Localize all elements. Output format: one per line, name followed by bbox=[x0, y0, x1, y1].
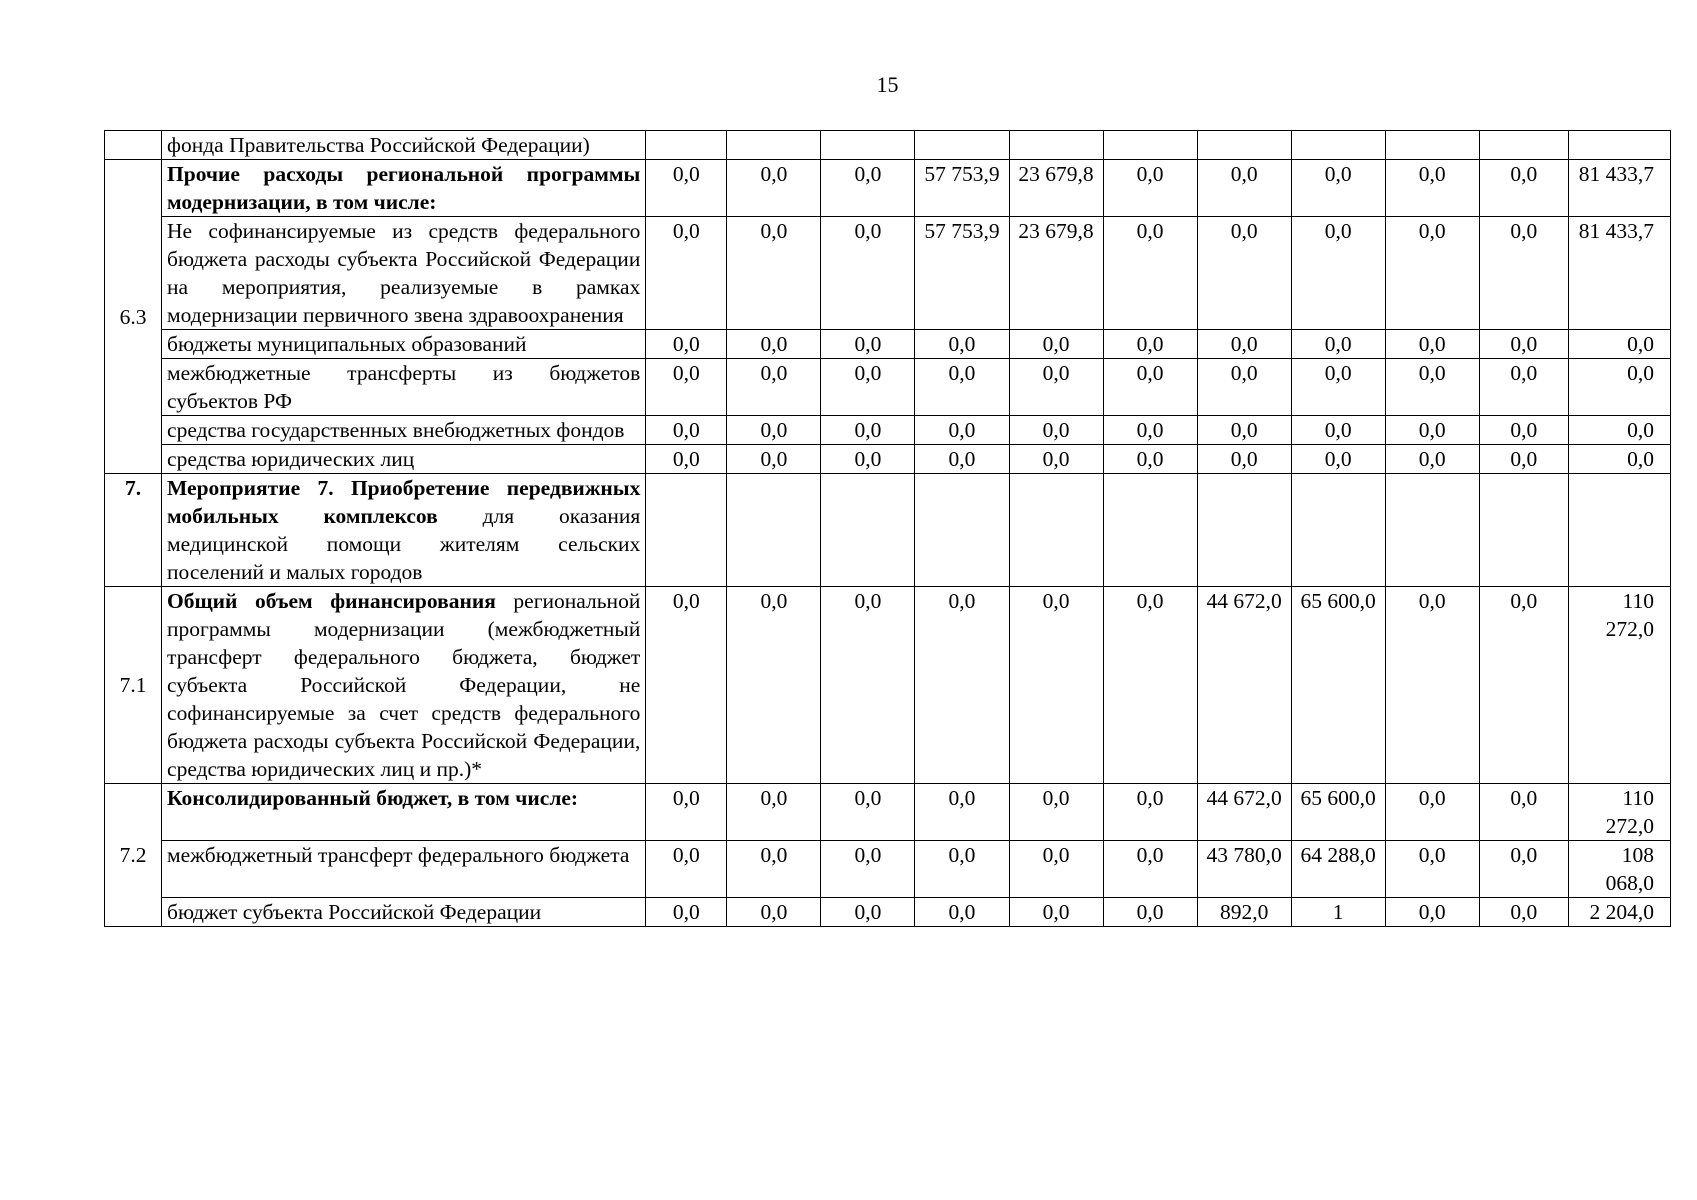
value-cell: 0,0 bbox=[915, 841, 1009, 898]
value-cell: 0,0 bbox=[1568, 445, 1670, 474]
value-cell: 0,0 bbox=[727, 217, 821, 330]
value-cell: 0,0 bbox=[1197, 359, 1291, 416]
value-cell: 0,0 bbox=[915, 784, 1009, 841]
value-cell: 0,0 bbox=[915, 587, 1009, 784]
value-cell: 0,0 bbox=[727, 898, 821, 927]
value-cell: 0,0 bbox=[1009, 898, 1103, 927]
value-cell: 0,0 bbox=[1103, 416, 1197, 445]
value-cell: 0,0 bbox=[1197, 416, 1291, 445]
value-cell bbox=[1197, 474, 1291, 587]
value-cell: 0,0 bbox=[727, 841, 821, 898]
page-number: 15 bbox=[876, 72, 899, 97]
value-cell: 1 bbox=[1291, 898, 1385, 927]
description-text: средства государственных внебюджетных фондов bbox=[167, 418, 625, 442]
value-cell: 0,0 bbox=[1479, 416, 1568, 445]
value-cell: 0,0 bbox=[646, 359, 727, 416]
value-cell bbox=[821, 474, 915, 587]
value-cell bbox=[915, 131, 1009, 160]
value-cell: 0,0 bbox=[821, 445, 915, 474]
value-cell: 0,0 bbox=[1103, 587, 1197, 784]
value-cell: 64 288,0 bbox=[1291, 841, 1385, 898]
table-row bbox=[105, 359, 1671, 416]
value-cell: 0,0 bbox=[915, 445, 1009, 474]
value-cell: 0,0 bbox=[1197, 160, 1291, 217]
value-cell bbox=[821, 131, 915, 160]
value-cell: 0,0 bbox=[646, 445, 727, 474]
value-cell: 0,0 bbox=[1568, 330, 1670, 359]
table-row bbox=[105, 330, 1671, 359]
value-cell: 0,0 bbox=[646, 416, 727, 445]
value-cell: 0,0 bbox=[646, 784, 727, 841]
value-cell: 0,0 bbox=[1103, 445, 1197, 474]
value-cell: 0,0 bbox=[1197, 445, 1291, 474]
value-cell: 0,0 bbox=[1291, 359, 1385, 416]
table-row bbox=[105, 416, 1671, 445]
value-cell: 0,0 bbox=[915, 359, 1009, 416]
value-cell bbox=[646, 474, 727, 587]
value-cell: 0,0 bbox=[1385, 330, 1479, 359]
value-cell: 0,0 bbox=[1009, 359, 1103, 416]
value-cell: 0,0 bbox=[821, 784, 915, 841]
value-cell: 110 272,0 bbox=[1568, 784, 1670, 841]
value-cell bbox=[1291, 131, 1385, 160]
value-cell: 44 672,0 bbox=[1197, 587, 1291, 784]
description-cell bbox=[162, 445, 646, 474]
value-cell: 0,0 bbox=[1479, 160, 1568, 217]
value-cell: 0,0 bbox=[1479, 587, 1568, 784]
value-cell bbox=[915, 474, 1009, 587]
value-cell: 0,0 bbox=[1385, 359, 1479, 416]
value-cell: 0,0 bbox=[1291, 330, 1385, 359]
value-cell: 0,0 bbox=[1479, 841, 1568, 898]
value-cell: 0,0 bbox=[727, 416, 821, 445]
value-cell: 0,0 bbox=[915, 330, 1009, 359]
value-cell: 44 672,0 bbox=[1197, 784, 1291, 841]
value-cell: 0,0 bbox=[1009, 416, 1103, 445]
value-cell: 0,0 bbox=[646, 160, 727, 217]
table-row bbox=[105, 587, 1671, 784]
table-row bbox=[105, 160, 1671, 217]
value-cell bbox=[1291, 474, 1385, 587]
value-cell: 0,0 bbox=[727, 330, 821, 359]
description-cell bbox=[162, 587, 646, 784]
table-row bbox=[105, 841, 1671, 898]
value-cell: 0,0 bbox=[1385, 160, 1479, 217]
value-cell: 110 272,0 bbox=[1568, 587, 1670, 784]
value-cell bbox=[646, 131, 727, 160]
value-cell: 57 753,9 bbox=[915, 217, 1009, 330]
value-cell: 0,0 bbox=[1291, 160, 1385, 217]
value-cell bbox=[1568, 474, 1670, 587]
value-cell: 0,0 bbox=[821, 160, 915, 217]
value-cell: 0,0 bbox=[727, 160, 821, 217]
value-cell: 0,0 bbox=[1009, 587, 1103, 784]
table-row bbox=[105, 217, 1671, 330]
value-cell: 0,0 bbox=[727, 784, 821, 841]
value-cell: 0,0 bbox=[1197, 217, 1291, 330]
value-cell: 0,0 bbox=[1479, 784, 1568, 841]
value-cell: 0,0 bbox=[821, 587, 915, 784]
description-cell bbox=[162, 474, 646, 587]
description-cell bbox=[162, 841, 646, 898]
value-cell: 0,0 bbox=[646, 330, 727, 359]
description-cell bbox=[162, 330, 646, 359]
value-cell: 108 068,0 bbox=[1568, 841, 1670, 898]
value-cell: 0,0 bbox=[1291, 416, 1385, 445]
description-text: фонда Правительства Российской Федерации) bbox=[167, 133, 590, 157]
row-number-cell: 6.3 bbox=[105, 160, 162, 474]
value-cell bbox=[1385, 131, 1479, 160]
value-cell: 65 600,0 bbox=[1291, 587, 1385, 784]
description-bold-text: Общий объем финансирования bbox=[167, 589, 496, 613]
description-text: региональной программы модернизации (межбюджетный трансферт федерального бюджета, бюджет субъекта Российской Федерации, не софинансируемые за счет средств федерального бюджета расходы субъекта Российской Федерации, средства юридических лиц и пр.)* bbox=[167, 589, 641, 781]
value-cell: 0,0 bbox=[1103, 359, 1197, 416]
description-text: межбюджетный трансферт федерального бюджета bbox=[167, 843, 630, 867]
value-cell bbox=[1009, 474, 1103, 587]
description-text: для оказания медицинской помощи жителям сельских поселений и малых городов bbox=[167, 504, 641, 584]
row-number-cell: 7.2 bbox=[105, 784, 162, 927]
value-cell bbox=[727, 131, 821, 160]
value-cell: 0,0 bbox=[1103, 898, 1197, 927]
value-cell: 81 433,7 bbox=[1568, 217, 1670, 330]
value-cell bbox=[1103, 131, 1197, 160]
value-cell: 0,0 bbox=[821, 330, 915, 359]
value-cell: 0,0 bbox=[821, 841, 915, 898]
value-cell bbox=[1568, 131, 1670, 160]
value-cell: 0,0 bbox=[1385, 898, 1479, 927]
value-cell: 0,0 bbox=[646, 587, 727, 784]
value-cell: 0,0 bbox=[1385, 841, 1479, 898]
value-cell: 65 600,0 bbox=[1291, 784, 1385, 841]
value-cell: 0,0 bbox=[1103, 784, 1197, 841]
value-cell bbox=[1385, 474, 1479, 587]
description-text: Не софинансируемые из средств федерального бюджета расходы субъекта Российской Федерации на мероприятия, реализуемые в рамках модернизации первичного звена здравоохранения bbox=[167, 219, 641, 327]
row-number-cell: 7. bbox=[105, 474, 162, 587]
table-row bbox=[105, 784, 1671, 841]
value-cell: 0,0 bbox=[1568, 359, 1670, 416]
value-cell: 0,0 bbox=[1385, 784, 1479, 841]
value-cell bbox=[727, 474, 821, 587]
value-cell: 0,0 bbox=[1009, 445, 1103, 474]
value-cell: 0,0 bbox=[821, 416, 915, 445]
value-cell: 0,0 bbox=[1385, 587, 1479, 784]
value-cell bbox=[1197, 131, 1291, 160]
description-bold-text: Консолидированный бюджет, в том числе: bbox=[167, 786, 579, 810]
value-cell: 0,0 bbox=[727, 587, 821, 784]
value-cell: 0,0 bbox=[1479, 330, 1568, 359]
value-cell: 0,0 bbox=[1291, 445, 1385, 474]
value-cell: 0,0 bbox=[1479, 445, 1568, 474]
value-cell: 0,0 bbox=[1103, 330, 1197, 359]
description-cell bbox=[162, 217, 646, 330]
description-bold-text: Мероприятие 7. Приобретение передвижных мобильных комплексов bbox=[167, 476, 641, 528]
financing-table bbox=[104, 130, 1671, 927]
description-cell bbox=[162, 416, 646, 445]
value-cell: 0,0 bbox=[1197, 330, 1291, 359]
value-cell: 0,0 bbox=[821, 217, 915, 330]
description-text: межбюджетные трансферты из бюджетов субъектов РФ bbox=[167, 361, 641, 413]
value-cell: 0,0 bbox=[727, 445, 821, 474]
value-cell: 0,0 bbox=[1009, 784, 1103, 841]
value-cell: 81 433,7 bbox=[1568, 160, 1670, 217]
value-cell: 0,0 bbox=[646, 217, 727, 330]
value-cell: 892,0 bbox=[1197, 898, 1291, 927]
value-cell: 23 679,8 bbox=[1009, 217, 1103, 330]
value-cell: 0,0 bbox=[821, 359, 915, 416]
value-cell: 0,0 bbox=[1479, 217, 1568, 330]
value-cell: 0,0 bbox=[1009, 841, 1103, 898]
table-row bbox=[105, 445, 1671, 474]
value-cell: 0,0 bbox=[1291, 217, 1385, 330]
value-cell: 0,0 bbox=[821, 898, 915, 927]
value-cell: 0,0 bbox=[646, 841, 727, 898]
value-cell: 43 780,0 bbox=[1197, 841, 1291, 898]
table-body bbox=[105, 131, 1671, 927]
value-cell: 2 204,0 bbox=[1568, 898, 1670, 927]
value-cell: 0,0 bbox=[646, 898, 727, 927]
description-cell bbox=[162, 160, 646, 217]
value-cell: 0,0 bbox=[1385, 217, 1479, 330]
table-row bbox=[105, 898, 1671, 927]
value-cell: 0,0 bbox=[915, 898, 1009, 927]
value-cell bbox=[1479, 474, 1568, 587]
description-text: бюджет субъекта Российской Федерации bbox=[167, 900, 542, 924]
description-bold-text: Прочие расходы региональной программы модернизации, в том числе: bbox=[167, 162, 641, 214]
value-cell: 0,0 bbox=[1103, 217, 1197, 330]
value-cell: 57 753,9 bbox=[915, 160, 1009, 217]
value-cell: 0,0 bbox=[1385, 416, 1479, 445]
description-cell bbox=[162, 359, 646, 416]
table-row bbox=[105, 131, 1671, 160]
description-text: средства юридических лиц bbox=[167, 447, 415, 471]
value-cell: 0,0 bbox=[1009, 330, 1103, 359]
table-row bbox=[105, 474, 1671, 587]
value-cell: 0,0 bbox=[915, 416, 1009, 445]
row-number-cell bbox=[105, 131, 162, 160]
value-cell: 23 679,8 bbox=[1009, 160, 1103, 217]
value-cell bbox=[1009, 131, 1103, 160]
description-cell bbox=[162, 784, 646, 841]
value-cell bbox=[1479, 131, 1568, 160]
description-cell bbox=[162, 898, 646, 927]
value-cell: 0,0 bbox=[1568, 416, 1670, 445]
value-cell: 0,0 bbox=[1479, 898, 1568, 927]
row-number-cell: 7.1 bbox=[105, 587, 162, 784]
value-cell: 0,0 bbox=[727, 359, 821, 416]
description-text: бюджеты муниципальных образований bbox=[167, 332, 527, 356]
description-cell bbox=[162, 131, 646, 160]
value-cell: 0,0 bbox=[1385, 445, 1479, 474]
value-cell: 0,0 bbox=[1103, 841, 1197, 898]
value-cell: 0,0 bbox=[1103, 160, 1197, 217]
value-cell bbox=[1103, 474, 1197, 587]
value-cell: 0,0 bbox=[1479, 359, 1568, 416]
